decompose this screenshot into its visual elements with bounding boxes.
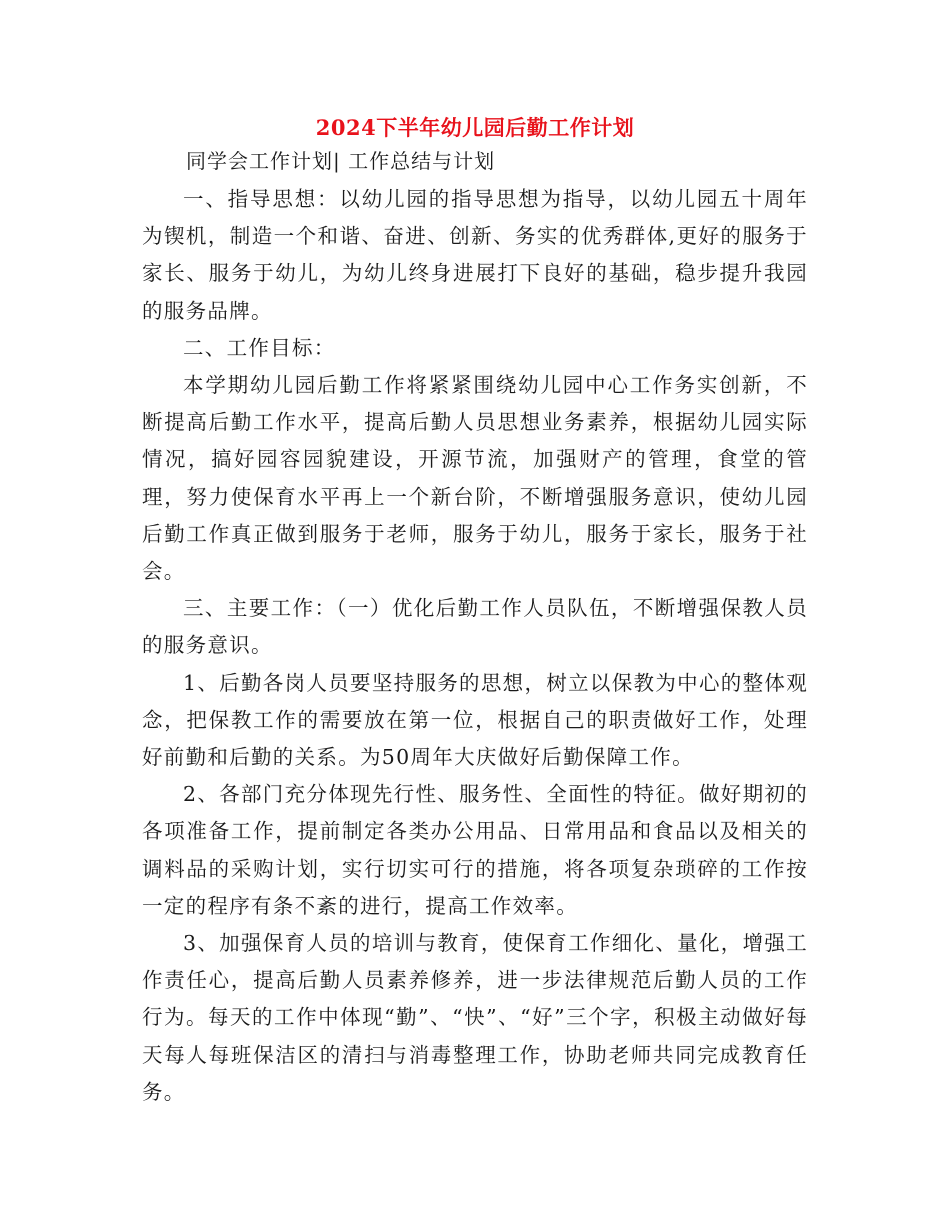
paragraph-goals-heading: 二、工作目标： bbox=[183, 335, 336, 360]
paragraph-item-1: 1、后勤各岗人员要坚持服务的思想，树立以保教为中心的整体观念，把保教工作的需要放在第一位，根据自己的职责做好工作，处理好前勤和后勤的关系。为50周年大庆做好后勤保障工作。 bbox=[142, 670, 808, 770]
paragraph-guiding-ideology: 一、指导思想：以幼儿园的指导思想为指导，以幼儿园五十周年为锲机，制造一个和谐、奋进、创新、务实的优秀群体,更好的服务于家长、服务于幼儿，为幼儿终身进展打下良好的基础，稳步提升我园的服务品牌。 bbox=[142, 187, 808, 323]
paragraph-item-3: 3、加强保育人员的培训与教育，使保育工作细化、量化，增强工作责任心，提高后勤人员素养修养，进一步法律规范后勤人员的工作行为。每天的工作中体现“勤”、“快”、“好”三个字，积极主动做好每天每人每班保洁区的清扫与消毒整理工作，协助老师共同完成教育任务。 bbox=[142, 931, 808, 1104]
paragraph-main-work: 三、主要工作：（一）优化后勤工作人员队伍，不断增强保教人员的服务意识。 bbox=[142, 596, 808, 658]
paragraph-goals: 本学期幼儿园后勤工作将紧紧围绕幼儿园中心工作务实创新，不断提高后勤工作水平，提高后勤人员思想业务素养，根据幼儿园实际情况，搞好园容园貌建设，开源节流，加强财产的管理，食堂的管理，努力使保育水平再上一个新台阶，不断增强服务意识，使幼儿园后勤工作真正做到服务于老师，服务于幼儿，服务于家长，服务于社会。 bbox=[142, 373, 808, 584]
paragraph-item-2: 2、各部门充分体现先行性、服务性、全面性的特征。做好期初的各项准备工作，提前制定各类办公用品、日常用品和食品以及相关的调料品的采购计划，实行切实可行的措施，将各项复杂琐碎的工作按一定的程序有条不紊的进行，提高工作效率。 bbox=[142, 782, 808, 918]
document-title: 2024下半年幼儿园后勤工作计划 bbox=[315, 115, 635, 140]
document-page bbox=[142, 108, 808, 1111]
document-subtitle: 同学会工作计划| 工作总结与计划 bbox=[186, 149, 496, 173]
